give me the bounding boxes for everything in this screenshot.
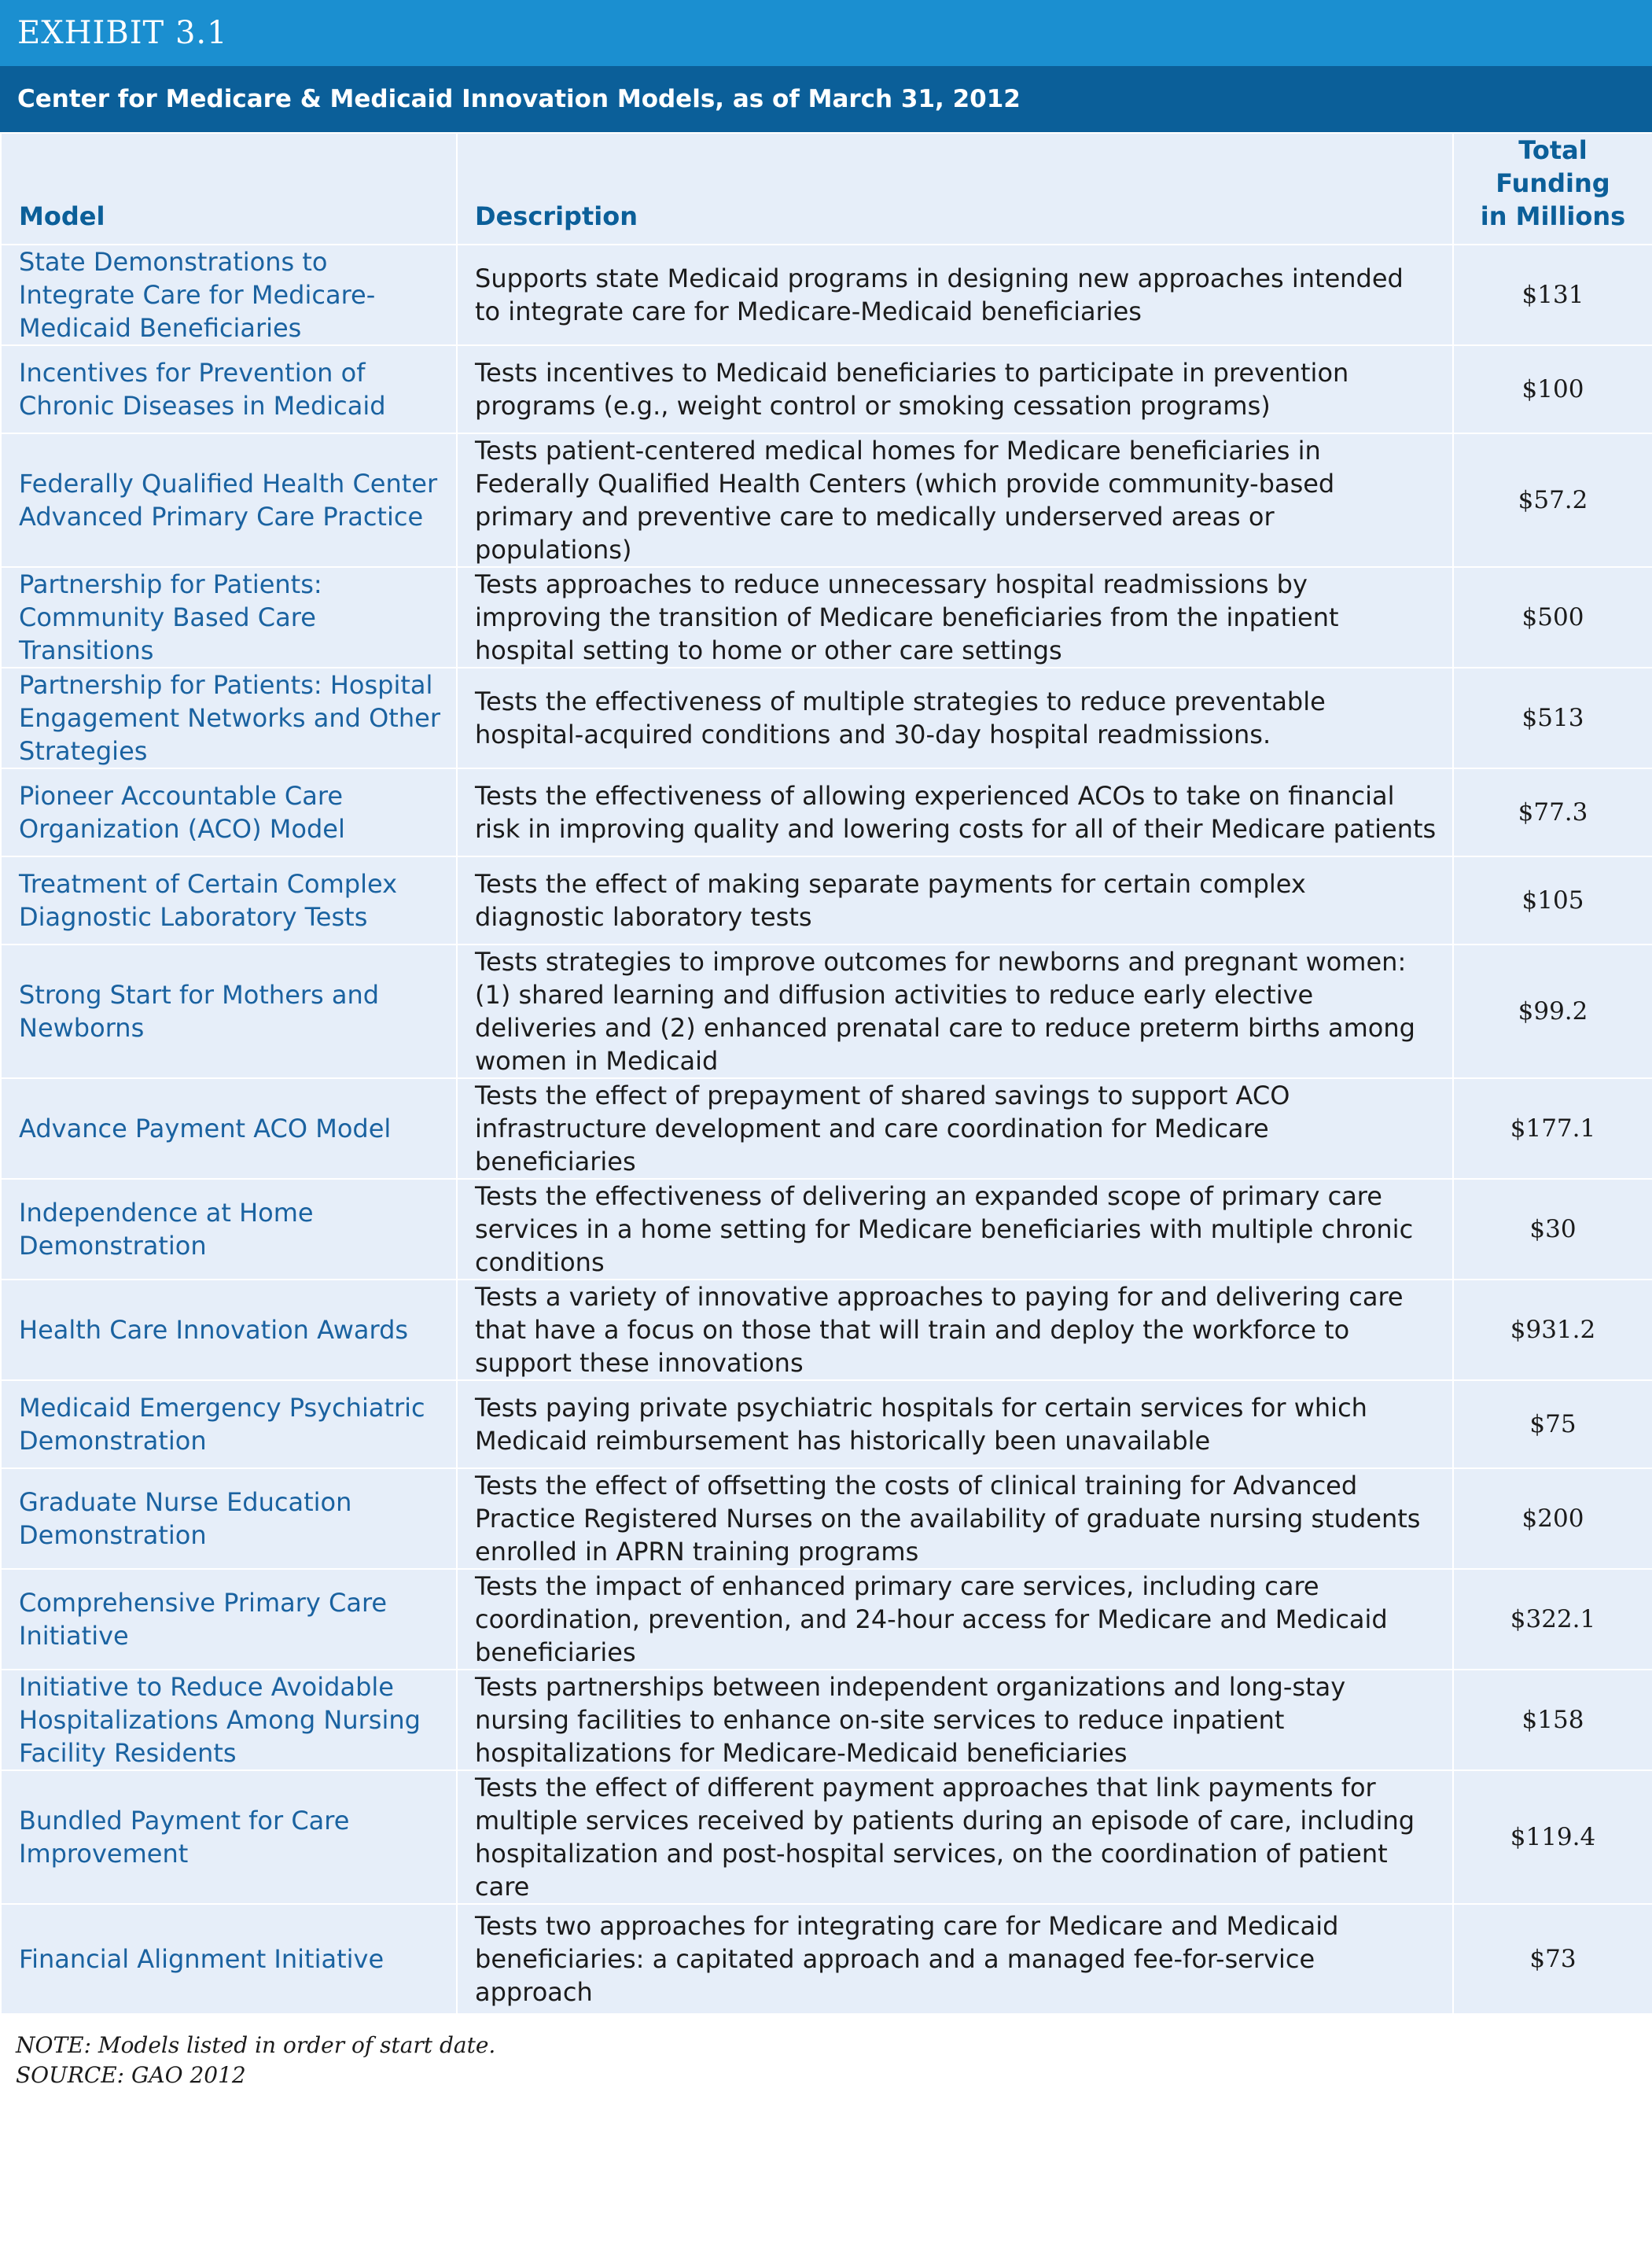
funding-cell: $99.2: [1453, 945, 1652, 1078]
funding-cell: $57.2: [1453, 433, 1652, 567]
model-cell: Graduate Nurse Education Demonstration: [1, 1468, 457, 1569]
model-cell: Health Care Innovation Awards: [1, 1280, 457, 1380]
model-cell: Comprehensive Primary Care Initiative: [1, 1569, 457, 1670]
model-cell: Strong Start for Mothers and Newborns: [1, 945, 457, 1078]
description-cell: Tests the impact of enhanced primary care services, including care coordination, prevention, and 24-hour access for Medicare and Medicaid beneficiaries: [457, 1569, 1453, 1670]
funding-cell: $513: [1453, 668, 1652, 768]
funding-cell: $322.1: [1453, 1569, 1652, 1670]
table-row: [1, 945, 1652, 1078]
description-cell: Tests the effect of different payment approaches that link payments for multiple services received by patients during an episode of care, including hospitalization and post-hospital services, on the coordination of patient care: [457, 1770, 1453, 1904]
models-table: [0, 132, 1652, 2015]
funding-header-line1: Total Funding: [1496, 135, 1610, 198]
description-cell: Tests paying private psychiatric hospitals for certain services for which Medicaid reimbursement has historically been unavailable: [457, 1380, 1453, 1468]
model-cell: Advance Payment ACO Model: [1, 1078, 457, 1179]
funding-cell: $105: [1453, 856, 1652, 945]
table-row: [1, 1904, 1652, 2014]
model-cell: Financial Alignment Initiative: [1, 1904, 457, 2014]
model-cell: Federally Qualified Health Center Advanced Primary Care Practice: [1, 433, 457, 567]
model-cell: Partnership for Patients: Hospital Engagement Networks and Other Strategies: [1, 668, 457, 768]
model-cell: Partnership for Patients: Community Based Care Transitions: [1, 567, 457, 668]
funding-cell: $200: [1453, 1468, 1652, 1569]
description-cell: Tests the effectiveness of allowing experienced ACOs to take on financial risk in improving quality and lowering costs for all of their Medicare patients: [457, 768, 1453, 856]
exhibit-label: EXHIBIT 3.1: [0, 0, 1652, 66]
description-cell: Tests the effectiveness of delivering an expanded scope of primary care services in a home setting for Medicare beneficiaries with multiple chronic conditions: [457, 1179, 1453, 1280]
description-cell: Supports state Medicaid programs in designing new approaches intended to integrate care for Medicare-Medicaid beneficiaries: [457, 245, 1453, 345]
table-row: [1, 768, 1652, 856]
model-cell: Independence at Home Demonstration: [1, 1179, 457, 1280]
table-row: [1, 345, 1652, 433]
table-row: [1, 1280, 1652, 1380]
table-row: [1, 1569, 1652, 1670]
table-row: [1, 567, 1652, 668]
table-row: [1, 1179, 1652, 1280]
table-row: [1, 1468, 1652, 1569]
description-cell: Tests the effectiveness of multiple strategies to reduce preventable hospital-acquired conditions and 30-day hospital readmissions.: [457, 668, 1453, 768]
funding-cell: $500: [1453, 567, 1652, 668]
funding-cell: $931.2: [1453, 1280, 1652, 1380]
model-cell: Treatment of Certain Complex Diagnostic Laboratory Tests: [1, 856, 457, 945]
funding-cell: $30: [1453, 1179, 1652, 1280]
table-title: Center for Medicare & Medicaid Innovation Models, as of March 31, 2012: [0, 66, 1652, 132]
model-cell: Incentives for Prevention of Chronic Diseases in Medicaid: [1, 345, 457, 433]
source-text: SOURCE: GAO 2012: [16, 2062, 246, 2088]
description-cell: Tests the effect of making separate payments for certain complex diagnostic laboratory tests: [457, 856, 1453, 945]
model-cell: Initiative to Reduce Avoidable Hospitalizations Among Nursing Facility Residents: [1, 1670, 457, 1770]
funding-cell: $73: [1453, 1904, 1652, 2014]
model-cell: Pioneer Accountable Care Organization (ACO) Model: [1, 768, 457, 856]
column-header-funding: [1453, 133, 1652, 245]
table-row: [1, 1078, 1652, 1179]
note-text: NOTE: Models listed in order of start date.: [16, 2032, 496, 2058]
description-cell: Tests incentives to Medicaid beneficiaries to participate in prevention programs (e.g., weight control or smoking cessation programs): [457, 345, 1453, 433]
column-header-description: Description: [457, 133, 1453, 245]
table-row: [1, 1670, 1652, 1770]
funding-cell: $100: [1453, 345, 1652, 433]
description-cell: Tests partnerships between independent organizations and long-stay nursing facilities to enhance on-site services to reduce inpatient hospitalizations for Medicare-Medicaid beneficiaries: [457, 1670, 1453, 1770]
table-row: [1, 1380, 1652, 1468]
table-row: [1, 1770, 1652, 1904]
table-row: [1, 245, 1652, 345]
table-row: [1, 433, 1652, 567]
model-cell: State Demonstrations to Integrate Care for Medicare-Medicaid Beneficiaries: [1, 245, 457, 345]
funding-header-line2: in Millions: [1480, 201, 1626, 231]
description-cell: Tests two approaches for integrating care for Medicare and Medicaid beneficiaries: a capitated approach and a managed fee-for-service approach: [457, 1904, 1453, 2014]
table-row: [1, 856, 1652, 945]
footnotes: [0, 2031, 1652, 2090]
column-header-model: Model: [1, 133, 457, 245]
model-cell: Medicaid Emergency Psychiatric Demonstration: [1, 1380, 457, 1468]
funding-cell: $119.4: [1453, 1770, 1652, 1904]
funding-cell: $77.3: [1453, 768, 1652, 856]
funding-cell: $158: [1453, 1670, 1652, 1770]
description-cell: Tests strategies to improve outcomes for newborns and pregnant women: (1) shared learning and diffusion activities to reduce early elective deliveries and (2) enhanced prenatal care to reduce preterm births among women in Medicaid: [457, 945, 1453, 1078]
description-cell: Tests the effect of prepayment of shared savings to support ACO infrastructure development and care coordination for Medicare beneficiaries: [457, 1078, 1453, 1179]
table-row: [1, 668, 1652, 768]
funding-cell: $177.1: [1453, 1078, 1652, 1179]
model-cell: Bundled Payment for Care Improvement: [1, 1770, 457, 1904]
funding-cell: $131: [1453, 245, 1652, 345]
description-cell: Tests a variety of innovative approaches to paying for and delivering care that have a focus on those that will train and deploy the workforce to support these innovations: [457, 1280, 1453, 1380]
funding-cell: $75: [1453, 1380, 1652, 1468]
description-cell: Tests patient-centered medical homes for Medicare beneficiaries in Federally Qualified Health Centers (which provide community-based primary and preventive care to medically underserved areas or populations): [457, 433, 1453, 567]
description-cell: Tests the effect of offsetting the costs of clinical training for Advanced Practice Registered Nurses on the availability of graduate nursing students enrolled in APRN training programs: [457, 1468, 1453, 1569]
header-row: [1, 133, 1652, 245]
description-cell: Tests approaches to reduce unnecessary hospital readmissions by improving the transition of Medicare beneficiaries from the inpatient hospital setting to home or other care settings: [457, 567, 1453, 668]
